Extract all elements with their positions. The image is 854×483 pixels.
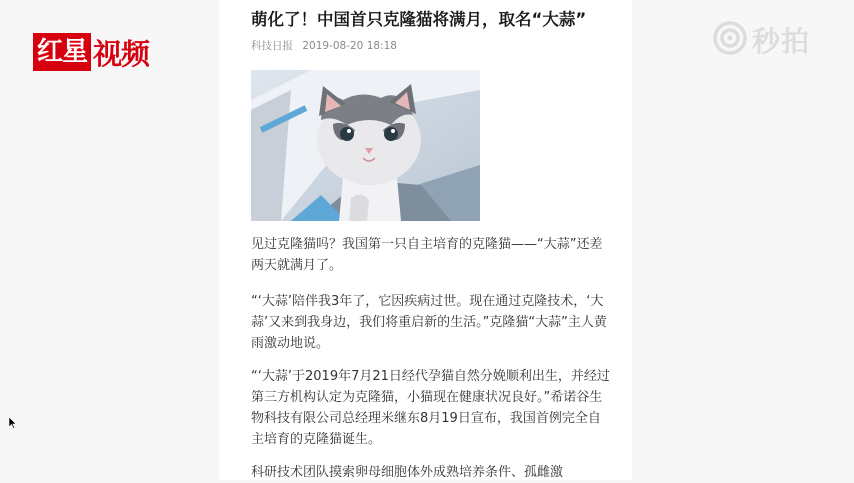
miaopai-watermark xyxy=(712,20,810,60)
article-title: 萌化了！中国首只克隆猫将满月，取名“大蒜” xyxy=(251,10,587,29)
article-source: 科技日报 xyxy=(251,40,293,52)
kitten-photo xyxy=(251,70,480,221)
mouse-cursor-icon xyxy=(9,414,17,433)
article-meta xyxy=(251,38,397,53)
article-paragraph-3: “‘大蒜’于2019年7月21日经代孕猫自然分娩顺利出生，并经过第三方机构认定为克隆猫，小猫现在健康状况良好。”希诺谷生物科技有限公司总经理米继东8月19日宣布，我国首例完全自主培育的克隆猫诞生。 xyxy=(251,369,610,447)
article-paragraph-4: 科研技术团队摸索卵母细胞体外成熟培养条件、孤雌激 xyxy=(251,465,564,480)
hongxing-video-logo xyxy=(33,33,149,71)
watermark-text: 秒拍 xyxy=(752,25,811,58)
logo-text: 视频 xyxy=(93,36,150,71)
logo-badge: 红星 xyxy=(33,33,91,71)
miaopai-logo-icon xyxy=(712,20,748,60)
article-datetime: 2019-08-20 18:18 xyxy=(302,40,397,52)
article-paragraph-2: “‘大蒜’陪伴我3年了，它因疾病过世。现在通过克隆技术，‘大蒜’又来到我身边，我们将重启新的生活。”克隆猫“大蒜”主人黄雨激动地说。 xyxy=(251,294,607,351)
article-paragraph-1: 见过克隆猫吗？我国第一只自主培育的克隆猫——“大蒜”还差两天就满月了。 xyxy=(251,237,603,273)
